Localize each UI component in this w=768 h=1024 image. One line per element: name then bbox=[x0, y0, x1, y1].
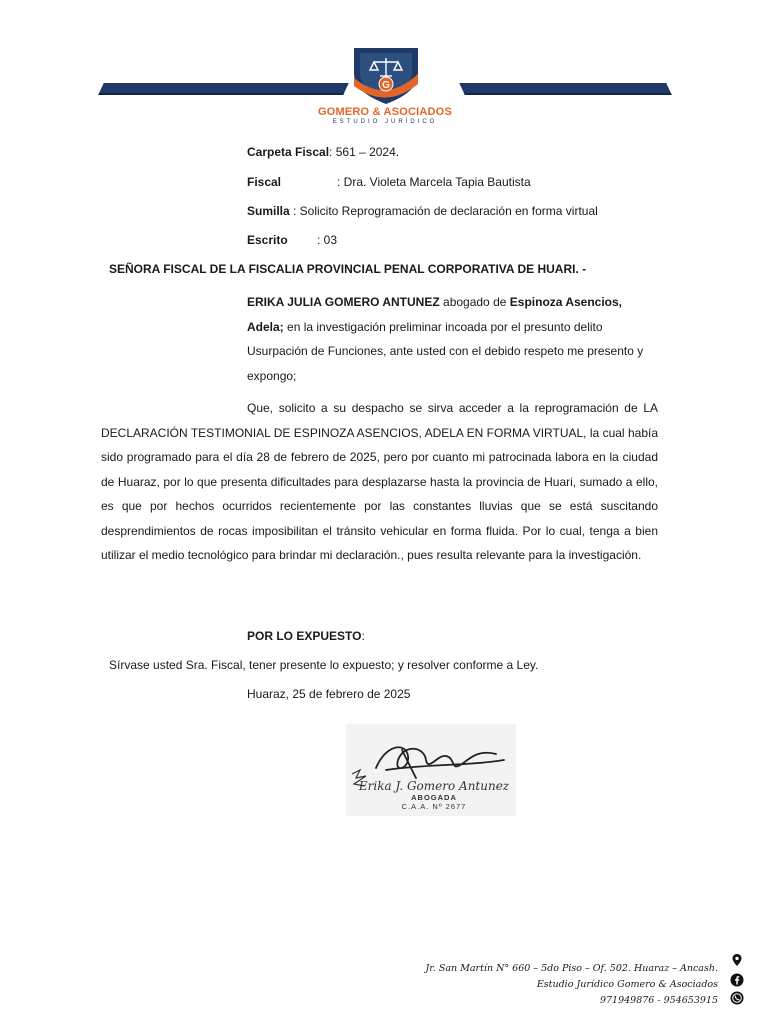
footer-address: Jr. San Martín N° 660 – 5do Piso – Of. 502. Huaraz – Ancash. bbox=[425, 963, 718, 974]
footer-contact bbox=[378, 961, 718, 1009]
signature-name: Erika J. Gomero Antunez bbox=[358, 779, 510, 793]
intro-rest: en la investigación preliminar incoada por el presunto delito Usurpación de Funciones, ante usted con el debido respeto me presento y expongo; bbox=[247, 319, 644, 383]
sirvase-line: Sírvase usted Sra. Fiscal, tener presente lo expuesto; y resolver conforme a Ley. bbox=[109, 658, 539, 672]
signature-title: ABOGADA bbox=[411, 793, 457, 802]
expuesto-colon: : bbox=[361, 629, 365, 643]
expuesto-label: POR LO EXPUESTO bbox=[247, 629, 362, 643]
fiscal-label: Fiscal bbox=[247, 175, 282, 189]
sumilla-label: Sumilla bbox=[247, 204, 290, 218]
logo-letter: G bbox=[382, 80, 390, 91]
firm-tagline: ESTUDIO JURÍDICO bbox=[332, 119, 438, 125]
escrito-label: Escrito bbox=[247, 233, 288, 247]
header-bar-left bbox=[98, 83, 349, 95]
sumilla-value: : Solicito Reprogramación de declaración en forma virtual bbox=[293, 204, 598, 218]
date-line: Huaraz, 25 de febrero de 2025 bbox=[247, 687, 411, 701]
whatsapp-icon[interactable] bbox=[730, 991, 744, 1005]
location-pin-icon bbox=[730, 953, 744, 967]
lawyer-role: abogado de bbox=[443, 295, 507, 309]
escrito-value: : 03 bbox=[317, 233, 338, 247]
header-bar-right bbox=[459, 83, 672, 95]
facebook-icon[interactable] bbox=[730, 973, 744, 987]
carpeta-value: : 561 – 2024. bbox=[329, 145, 400, 159]
signature-registration: C.A.A. Nº 2677 bbox=[401, 802, 467, 811]
footer-firm: Estudio Jurídico Gomero & Asociados bbox=[536, 979, 718, 990]
meta-sumilla bbox=[247, 204, 598, 218]
client-name: Espinoza Asencios, Adela; bbox=[247, 295, 623, 334]
por-lo-expuesto bbox=[247, 629, 365, 643]
firm-logo bbox=[346, 44, 426, 106]
carpeta-label: Carpeta Fiscal bbox=[247, 145, 330, 159]
meta-fiscal bbox=[247, 175, 531, 189]
addressee-line: SEÑORA FISCAL DE LA FISCALIA PROVINCIAL PENAL CORPORATIVA DE HUARI. - bbox=[109, 262, 587, 276]
meta-escrito bbox=[247, 233, 337, 247]
meta-carpeta bbox=[247, 145, 399, 159]
firm-name: GOMERO & ASOCIADOS bbox=[318, 106, 452, 118]
footer-phones: 971949876 - 954653915 bbox=[599, 995, 718, 1006]
fiscal-value: : Dra. Violeta Marcela Tapia Bautista bbox=[337, 175, 531, 189]
intro-paragraph bbox=[247, 290, 659, 388]
lawyer-name: ERIKA JULIA GOMERO ANTUNEZ bbox=[247, 295, 440, 309]
signature-stamp bbox=[346, 724, 516, 816]
body-paragraph: Que, solicito a su despacho se sirva acceder a la reprogramación de LA DECLARACIÓN TESTIMONIAL DE ESPINOZA ASENCIOS, ADELA EN FORMA VIRTUAL, la cual había sido programado para el día 28 de febrero de 2025, pero por cuanto mi patrocinada labora en la ciudad de Huaraz, por lo que presenta dificultades para desplazarse hasta la provincia de Huari, sumado a ello, es que por hechos ocurridos recientemente por las constantes lluvias que se está suscitando desprendimientos de rocas imposibilitan el tránsito vehicular en forma fluida. Por lo cual, tenga a bien utilizar el medio tecnológico para brindar mi declaración., pues resulta relevante para la investigación. bbox=[101, 401, 658, 562]
